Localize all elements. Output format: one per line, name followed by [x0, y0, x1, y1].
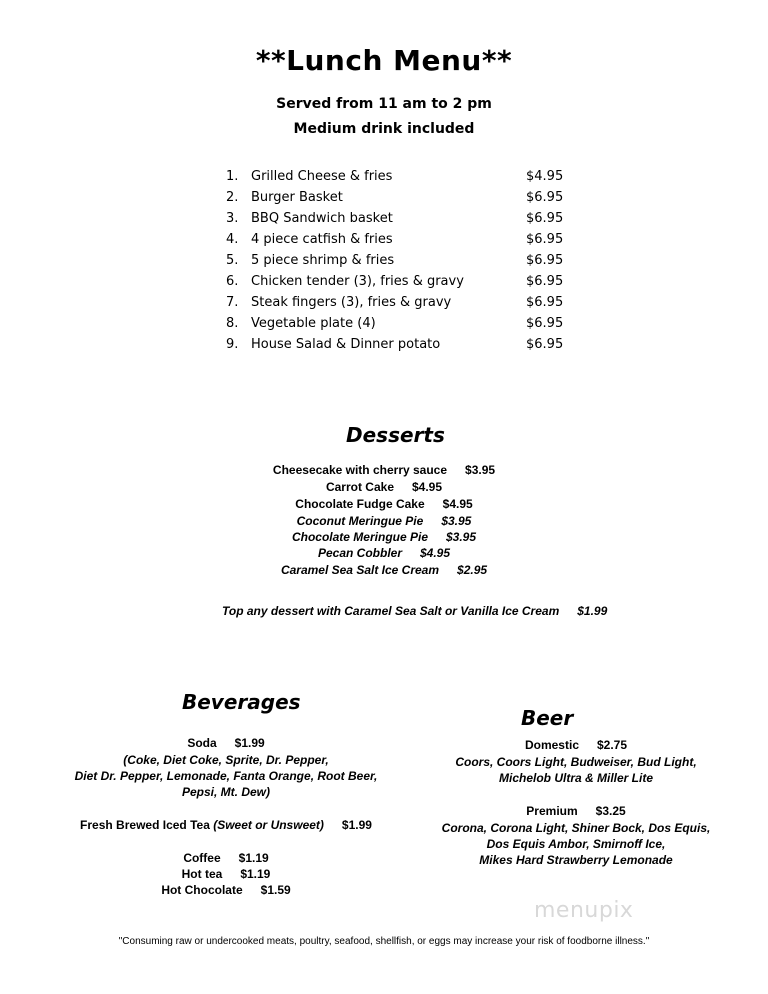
- premium-brands: Mikes Hard Strawberry Lemonade: [479, 853, 673, 867]
- dessert-name: Coconut Meringue Pie: [296, 514, 424, 528]
- list-item: [0, 232, 768, 253]
- dessert-price: $4.95: [420, 546, 451, 560]
- dessert-price: $4.95: [412, 480, 443, 494]
- dessert-name: Caramel Sea Salt Ice Cream: [280, 563, 440, 577]
- list-item: [0, 463, 768, 479]
- dessert-name: Cheesecake with cherry sauce: [272, 463, 448, 477]
- list-item: [0, 530, 768, 546]
- soda-price: $1.99: [234, 736, 265, 750]
- dessert-name: Chocolate Fudge Cake: [295, 497, 425, 511]
- soda-flavors: (Coke, Diet Coke, Sprite, Dr. Pepper,: [123, 753, 329, 767]
- premium-price: $3.25: [595, 804, 626, 818]
- soda-line: [60, 736, 392, 752]
- list-item: [0, 190, 768, 211]
- list-item: [60, 851, 392, 867]
- list-item: [60, 867, 392, 883]
- item-name: 5 piece shrimp & fries: [251, 253, 395, 268]
- list-item: [0, 253, 768, 274]
- domestic-brands: Michelob Ultra & Miller Lite: [498, 771, 654, 785]
- topping-note: [222, 604, 607, 618]
- dessert-name: Chocolate Meringue Pie: [291, 530, 428, 544]
- item-name: Vegetable plate (4): [251, 316, 376, 331]
- item-number: 4.: [226, 232, 239, 247]
- item-number: 7.: [226, 295, 239, 310]
- list-item: [0, 480, 768, 496]
- premium-label: Premium: [526, 804, 578, 818]
- hot-drink-price: $1.59: [260, 883, 291, 897]
- iced-tea-label: Fresh Brewed Iced Tea: [80, 818, 210, 832]
- item-number: 1.: [226, 169, 239, 184]
- domestic-price: $2.75: [597, 738, 628, 752]
- item-name: BBQ Sandwich basket: [251, 211, 393, 226]
- item-name: House Salad & Dinner potato: [251, 337, 441, 352]
- item-price: $6.95: [526, 190, 564, 205]
- premium-brands: Dos Equis Ambor, Smirnoff Ice,: [486, 837, 666, 851]
- item-name: Steak fingers (3), fries & gravy: [251, 295, 452, 310]
- list-item: [60, 883, 392, 899]
- beer-section: [408, 738, 744, 869]
- item-name: Burger Basket: [251, 190, 343, 205]
- dessert-price: $3.95: [465, 463, 496, 477]
- hot-drink-name: Coffee: [183, 851, 221, 865]
- premium-brands: Corona, Corona Light, Shiner Bock, Dos Equis,: [441, 821, 711, 835]
- list-item: [0, 337, 768, 358]
- dessert-price: $3.95: [441, 514, 472, 528]
- iced-tea-line: [60, 818, 392, 834]
- item-number: 9.: [226, 337, 239, 352]
- premium-line: [408, 804, 744, 820]
- item-number: 8.: [226, 316, 239, 331]
- topping-note-text: Top any dessert with Caramel Sea Salt or Vanilla Ice Cream: [222, 604, 560, 618]
- domestic-line: [408, 738, 744, 754]
- item-price: $6.95: [526, 295, 564, 310]
- soda-flavors: Diet Dr. Pepper, Lemonade, Fanta Orange, Root Beer,: [74, 769, 378, 783]
- list-item: [0, 211, 768, 232]
- item-name: 4 piece catfish & fries: [251, 232, 393, 247]
- item-price: $4.95: [526, 169, 564, 184]
- list-item: [0, 274, 768, 295]
- item-number: 5.: [226, 253, 239, 268]
- dessert-price: $2.95: [457, 563, 488, 577]
- dessert-name: Carrot Cake: [325, 480, 394, 494]
- beverages-section: [60, 736, 392, 899]
- hot-drink-price: $1.19: [240, 867, 271, 881]
- list-item: [0, 563, 768, 579]
- dessert-price: $4.95: [442, 497, 473, 511]
- item-number: 2.: [226, 190, 239, 205]
- desserts-heading: Desserts: [346, 423, 445, 447]
- item-name: Grilled Cheese & fries: [251, 169, 393, 184]
- hot-drink-name: Hot tea: [181, 867, 223, 881]
- domestic-brands: Coors, Coors Light, Budweiser, Bud Light,: [455, 755, 697, 769]
- list-item: [0, 316, 768, 337]
- item-price: $6.95: [526, 253, 564, 268]
- item-name: Chicken tender (3), fries & gravy: [251, 274, 464, 289]
- iced-tea-note: (Sweet or Unsweet): [213, 818, 324, 832]
- item-number: 3.: [226, 211, 239, 226]
- soda-flavors: Pepsi, Mt. Dew): [181, 785, 270, 799]
- item-price: $6.95: [526, 316, 564, 331]
- hot-drink-name: Hot Chocolate: [161, 883, 243, 897]
- list-item: [0, 514, 768, 530]
- item-price: $6.95: [526, 337, 564, 352]
- dessert-name: Pecan Cobbler: [317, 546, 402, 560]
- soda-label: Soda: [187, 736, 217, 750]
- topping-price: $1.99: [577, 604, 608, 618]
- hot-drink-price: $1.19: [238, 851, 269, 865]
- watermark-logo: menupix: [534, 898, 634, 923]
- domestic-label: Domestic: [524, 738, 579, 752]
- list-item: [0, 169, 768, 190]
- item-price: $6.95: [526, 274, 564, 289]
- item-price: $6.95: [526, 211, 564, 226]
- list-item: [0, 546, 768, 562]
- item-price: $6.95: [526, 232, 564, 247]
- dessert-price: $3.95: [446, 530, 477, 544]
- iced-tea-price: $1.99: [341, 818, 372, 832]
- beverages-heading: Beverages: [182, 690, 301, 714]
- item-number: 6.: [226, 274, 239, 289]
- served-hours: Served from 11 am to 2 pm: [276, 96, 492, 112]
- food-safety-disclaimer: "Consuming raw or undercooked meats, poultry, seafood, shellfish, or eggs may increase your risk of foodborne illness.": [118, 936, 650, 947]
- list-item: [0, 497, 768, 513]
- drink-note: Medium drink included: [293, 121, 475, 137]
- list-item: [0, 295, 768, 316]
- beer-heading: Beer: [521, 706, 574, 730]
- menu-title: **Lunch Menu**: [255, 44, 513, 77]
